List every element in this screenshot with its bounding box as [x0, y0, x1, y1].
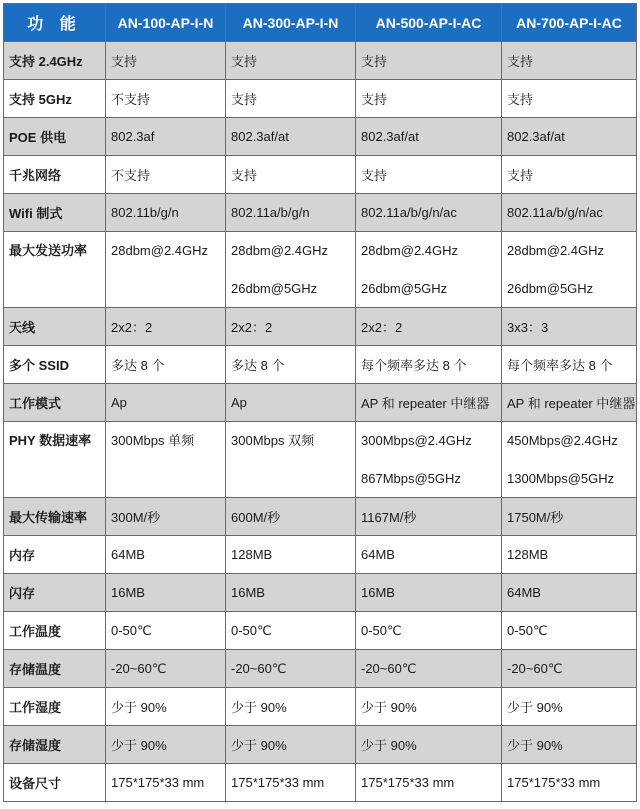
table-cell: -20~60℃ — [106, 650, 226, 688]
cell-line: 28dbm@2.4GHz — [507, 243, 605, 258]
cell-line: 300Mbps 双频 — [231, 433, 315, 448]
table-cell: 1750M/秒 — [502, 498, 637, 536]
table-cell: 支持 — [226, 80, 356, 118]
table-cell: 0-50℃ — [356, 612, 502, 650]
table-cell: 0-50℃ — [226, 612, 356, 650]
table-cell: AP 和 repeater 中继器 — [502, 384, 637, 422]
table-cell — [106, 232, 226, 308]
table-cell: 多达 8 个 — [106, 346, 226, 384]
table-cell: 64MB — [106, 536, 226, 574]
table-cell: 16MB — [226, 574, 356, 612]
table-cell: 每个频率多达 8 个 — [502, 346, 637, 384]
row-label: 天线 — [4, 308, 106, 346]
table-cell: 0-50℃ — [502, 612, 637, 650]
table-cell: 不支持 — [106, 156, 226, 194]
table-row — [4, 726, 637, 764]
cell-line: 28dbm@2.4GHz — [111, 243, 209, 258]
spec-table — [3, 3, 637, 802]
table-cell: 少于 90% — [226, 688, 356, 726]
cell-line: 1300Mbps@5GHz — [507, 471, 615, 486]
cell-line: 28dbm@2.4GHz — [361, 243, 459, 258]
table-cell: 少于 90% — [106, 688, 226, 726]
table-row — [4, 384, 637, 422]
row-label: PHY 数据速率 — [4, 422, 106, 498]
table-cell: 175*175*33 mm — [226, 764, 356, 802]
row-label: 设备尺寸 — [4, 764, 106, 802]
table-cell: 每个频率多达 8 个 — [356, 346, 502, 384]
table-cell: 支持 — [356, 80, 502, 118]
header-model-an100: AN-100-AP-I-N — [106, 4, 226, 42]
table-cell: 802.3af/at — [356, 118, 502, 156]
row-label: 支持 2.4GHz — [4, 42, 106, 80]
table-row — [4, 574, 637, 612]
table-row — [4, 764, 637, 802]
table-cell: 802.11a/b/g/n/ac — [356, 194, 502, 232]
header-row — [4, 4, 637, 42]
table-cell — [356, 422, 502, 498]
table-cell: 0-50℃ — [106, 612, 226, 650]
table-cell: AP 和 repeater 中继器 — [356, 384, 502, 422]
table-cell: 2x2：2 — [106, 308, 226, 346]
row-label: 工作温度 — [4, 612, 106, 650]
row-label: 存储湿度 — [4, 726, 106, 764]
table-row — [4, 422, 637, 498]
table-cell: 支持 — [226, 156, 356, 194]
table-cell: 少于 90% — [356, 726, 502, 764]
table-cell: 2x2：2 — [226, 308, 356, 346]
table-cell — [502, 422, 637, 498]
table-row — [4, 232, 637, 308]
table-row — [4, 650, 637, 688]
table-cell: 64MB — [356, 536, 502, 574]
row-label: 千兆网络 — [4, 156, 106, 194]
header-feature: 功 能 — [4, 4, 106, 42]
table-row — [4, 612, 637, 650]
table-cell: 少于 90% — [502, 726, 637, 764]
row-label: 多个 SSID — [4, 346, 106, 384]
cell-line: 26dbm@5GHz — [231, 281, 318, 296]
table-row — [4, 346, 637, 384]
row-label: 闪存 — [4, 574, 106, 612]
table-cell: 802.3af/at — [502, 118, 637, 156]
table-cell — [106, 422, 226, 498]
table-cell: 3x3：3 — [502, 308, 637, 346]
table-cell — [226, 232, 356, 308]
table-row — [4, 536, 637, 574]
table-row — [4, 118, 637, 156]
table-cell: 少于 90% — [502, 688, 637, 726]
table-cell: 支持 — [356, 156, 502, 194]
row-label: 最大传输速率 — [4, 498, 106, 536]
spec-rows — [4, 42, 637, 802]
row-label: Wifi 制式 — [4, 194, 106, 232]
table-cell: 支持 — [226, 42, 356, 80]
table-cell — [226, 422, 356, 498]
row-label: 最大发送功率 — [4, 232, 106, 308]
cell-line: 450Mbps@2.4GHz — [507, 433, 618, 448]
row-label: 工作模式 — [4, 384, 106, 422]
table-cell: 175*175*33 mm — [106, 764, 226, 802]
row-label: 内存 — [4, 536, 106, 574]
table-cell: 少于 90% — [106, 726, 226, 764]
table-cell — [502, 232, 637, 308]
cell-line: 26dbm@5GHz — [361, 281, 448, 296]
cell-line: 26dbm@5GHz — [507, 281, 594, 296]
table-cell: 支持 — [106, 42, 226, 80]
table-row — [4, 156, 637, 194]
table-cell: 802.3af — [106, 118, 226, 156]
table-cell: 802.11a/b/g/n — [226, 194, 356, 232]
table-cell: 支持 — [502, 42, 637, 80]
table-cell: 不支持 — [106, 80, 226, 118]
table-cell: 300M/秒 — [106, 498, 226, 536]
header-model-an700: AN-700-AP-I-AC — [502, 4, 637, 42]
table-cell: 175*175*33 mm — [356, 764, 502, 802]
table-cell: 2x2：2 — [356, 308, 502, 346]
table-cell: 16MB — [356, 574, 502, 612]
table-cell: Ap — [106, 384, 226, 422]
table-cell: 802.11a/b/g/n/ac — [502, 194, 637, 232]
table-row — [4, 688, 637, 726]
table-cell: 600M/秒 — [226, 498, 356, 536]
table-cell: -20~60℃ — [226, 650, 356, 688]
table-cell: Ap — [226, 384, 356, 422]
cell-line: 300Mbps@2.4GHz — [361, 433, 472, 448]
table-cell: 支持 — [356, 42, 502, 80]
table-cell: 64MB — [502, 574, 637, 612]
table-row — [4, 308, 637, 346]
header-model-an300: AN-300-AP-I-N — [226, 4, 356, 42]
table-cell: 支持 — [502, 80, 637, 118]
table-row — [4, 194, 637, 232]
cell-line: 867Mbps@5GHz — [361, 471, 461, 486]
row-label: POE 供电 — [4, 118, 106, 156]
table-cell: -20~60℃ — [502, 650, 637, 688]
table-row — [4, 42, 637, 80]
table-cell: 128MB — [502, 536, 637, 574]
header-model-an500: AN-500-AP-I-AC — [356, 4, 502, 42]
table-cell: 少于 90% — [356, 688, 502, 726]
row-label: 工作湿度 — [4, 688, 106, 726]
row-label: 存储温度 — [4, 650, 106, 688]
row-label: 支持 5GHz — [4, 80, 106, 118]
table-cell: 支持 — [502, 156, 637, 194]
table-row — [4, 80, 637, 118]
cell-line: 300Mbps 单频 — [111, 433, 195, 448]
cell-line: 28dbm@2.4GHz — [231, 243, 329, 258]
table-cell: 多达 8 个 — [226, 346, 356, 384]
table-cell: 802.11b/g/n — [106, 194, 226, 232]
table-cell: 175*175*33 mm — [502, 764, 637, 802]
table-cell: 16MB — [106, 574, 226, 612]
table-cell: -20~60℃ — [356, 650, 502, 688]
table-cell: 802.3af/at — [226, 118, 356, 156]
table-row — [4, 498, 637, 536]
table-cell: 1167M/秒 — [356, 498, 502, 536]
table-cell: 128MB — [226, 536, 356, 574]
table-cell: 少于 90% — [226, 726, 356, 764]
table-cell — [356, 232, 502, 308]
